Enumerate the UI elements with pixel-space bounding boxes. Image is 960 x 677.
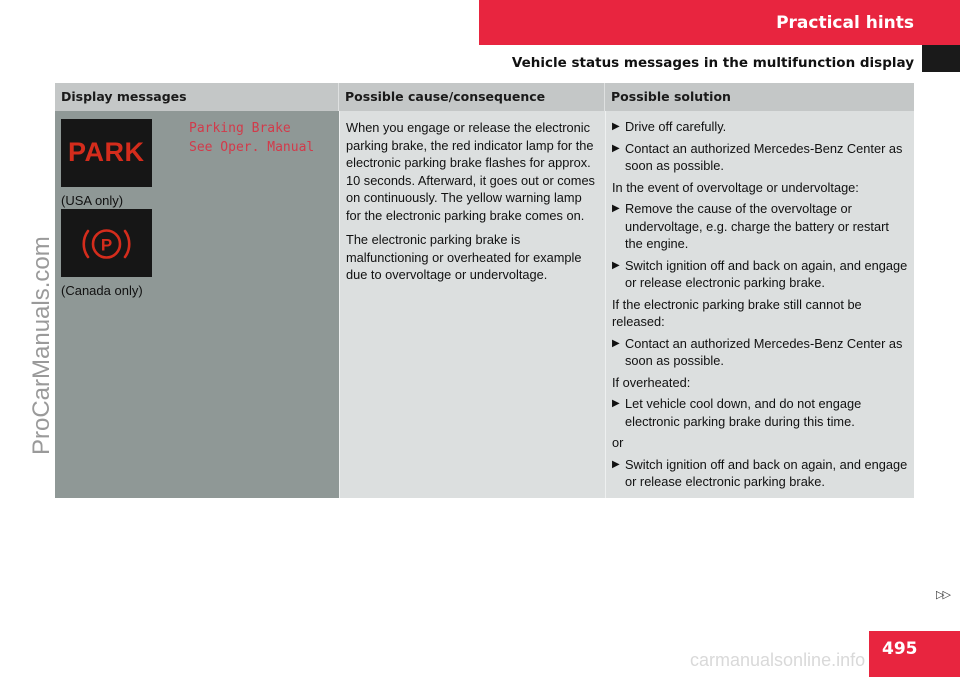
park-icon-text: PARK — [68, 137, 145, 167]
possible-solution-cell — [605, 111, 914, 498]
header-black-tab — [922, 45, 960, 72]
step-arrow-icon: ▶ — [612, 259, 620, 271]
step-arrow-icon: ▶ — [612, 203, 620, 214]
header-possible-solution: Possible solution — [611, 89, 731, 104]
bottom-watermark: carmanualsonline.info — [690, 650, 866, 670]
display-line-1: Parking Brake — [189, 121, 291, 136]
side-watermark: ProCarManuals.com — [28, 236, 55, 455]
step-arrow-icon: ▶ — [612, 398, 620, 409]
header-display-messages: Display messages — [55, 83, 339, 111]
solution-step-text: Contact an authorized Mercedes-Benz Center as soon as possible. — [625, 335, 903, 368]
parking-brake-display-icon — [61, 209, 152, 277]
page-number: 495 — [882, 639, 918, 659]
cause-paragraph-2: The electronic parking brake is malfunctioning or overheated for example due to overvoltage or undervoltage. — [346, 232, 582, 282]
page-number-box — [869, 631, 960, 677]
continue-arrow-icon: ▷▷ — [936, 589, 949, 601]
solution-step — [612, 140, 908, 175]
solution-condition: In the event of overvoltage or undervoltage: — [612, 179, 859, 195]
table-header-row — [55, 83, 914, 111]
display-messages-cell — [55, 111, 339, 498]
possible-cause-cell — [339, 111, 605, 498]
display-message-text — [189, 119, 314, 157]
solution-condition: or — [612, 435, 624, 450]
cause-paragraph-1: When you engage or release the electronic parking brake, the red indicator lamp for the electronic parking brake flashes for approx. 10 seconds. Afterward, it goes out or comes on continuously. The yellow warning lamp for the electronic parking brake comes on. — [346, 120, 595, 223]
status-message-table — [55, 83, 914, 498]
solution-condition: If the electronic parking brake still cannot be released: — [612, 296, 862, 329]
section-header-bar — [479, 0, 960, 45]
solution-step — [612, 257, 908, 292]
solution-step — [612, 118, 908, 136]
solution-step — [612, 456, 908, 491]
solution-step-text: Drive off carefully. — [625, 119, 727, 134]
step-arrow-icon: ▶ — [612, 337, 620, 349]
svg-text:P: P — [100, 235, 113, 255]
solution-condition: If overheated: — [612, 374, 691, 390]
solution-step-text: Remove the cause of the overvoltage or undervoltage, e.g. charge the battery or restart the engine. — [625, 201, 889, 251]
step-arrow-icon: ▶ — [612, 121, 620, 132]
section-title: Practical hints — [776, 13, 914, 33]
park-display-icon — [61, 119, 152, 187]
solution-step-text: Contact an authorized Mercedes-Benz Center as soon as possible. — [625, 140, 903, 173]
solution-step — [612, 395, 908, 430]
solution-step-text: Switch ignition off and back on again, and engage or release electronic parking brake. — [625, 257, 908, 290]
canada-only-label: (Canada only) — [61, 283, 143, 298]
solution-step — [612, 200, 908, 253]
parking-brake-p-icon — [61, 209, 152, 277]
header-possible-cause: Possible cause/consequence — [339, 83, 605, 111]
solution-step-text: Switch ignition off and back on again, and engage or release electronic parking brake. — [625, 456, 908, 489]
usa-only-label: (USA only) — [61, 193, 124, 208]
page-subtitle: Vehicle status messages in the multifunction display — [511, 55, 914, 71]
solution-step — [612, 335, 908, 370]
solution-step-text: Let vehicle cool down, and do not engage electronic parking brake during this time. — [625, 396, 862, 429]
step-arrow-icon: ▶ — [612, 142, 620, 154]
display-line-2: See Oper. Manual — [189, 140, 315, 155]
step-arrow-icon: ▶ — [612, 458, 620, 470]
